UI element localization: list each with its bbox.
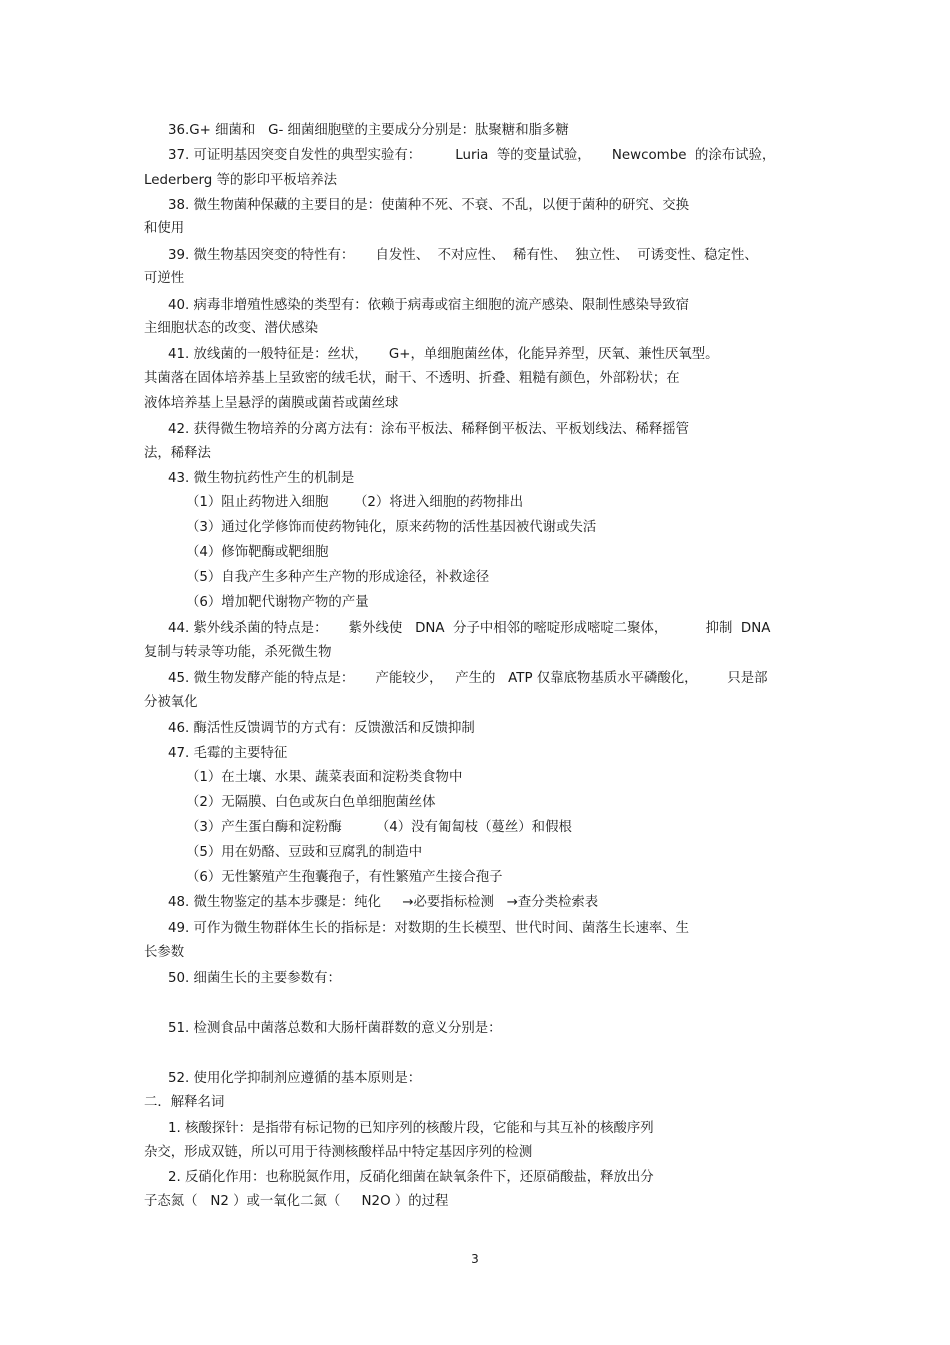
item-47-sub-6: （6）无性繁殖产生孢囊孢子，有性繁殖产生接合孢子 [186, 870, 503, 885]
item-41: 41. 放线菌的一般特征是：丝状， G+，单细胞菌丝体，化能异养型，厌氧、兼性厌氧型。 [168, 347, 719, 362]
item-41-cont-2: 液体培养基上呈悬浮的菌膜或菌苔或菌丝球 [144, 396, 399, 411]
item-43-sub-4: （4）修饰靶酶或靶细胞 [186, 545, 329, 560]
item-47-sub-2: （2）无隔膜、白色或灰白色单细胞菌丝体 [186, 795, 436, 810]
term-1: 1. 核酸探针：是指带有标记物的已知序列的核酸片段，它能和与其互补的核酸序列 [168, 1121, 654, 1136]
item-41-cont-1: 其菌落在固体培养基上呈致密的绒毛状，耐干、不透明、折叠、粗糙有颜色，外部粉状；在 [144, 371, 680, 386]
term-2-cont: 子态氮（ N2 ）或一氧化二氮（ N2O ）的过程 [144, 1194, 449, 1209]
item-37: 37. 可证明基因突变自发性的典型实验有： Luria 等的变量试验， Newcombe 的涂布试验， [168, 148, 776, 163]
item-47: 47. 毛霉的主要特征 [168, 746, 288, 761]
item-49: 49. 可作为微生物群体生长的指标是：对数期的生长模型、世代时间、菌落生长速率、生 [168, 921, 690, 936]
item-39-cont: 可逆性 [144, 271, 185, 286]
item-39: 39. 微生物基因突变的特性有： 自发性、 不对应性、 稀有性、 独立性、 可诱变性、稳定性、 [168, 248, 758, 263]
item-47-sub-5: （5）用在奶酪、豆豉和豆腐乳的制造中 [186, 845, 423, 860]
item-40-cont: 主细胞状态的改变、潜伏感染 [144, 321, 319, 336]
item-40: 40. 病毒非增殖性感染的类型有：依赖于病毒或宿主细胞的流产感染、限制性感染导致宿 [168, 298, 690, 313]
term-2: 2. 反硝化作用：也称脱氮作用，反硝化细菌在缺氧条件下，还原硝酸盐，释放出分 [168, 1170, 654, 1185]
item-43-sub-1-2: （1）阻止药物进入细胞 （2）将进入细胞的药物排出 [186, 495, 524, 510]
item-44-cont: 复制与转录等功能，杀死微生物 [144, 645, 332, 660]
item-43-sub-5: （5）自我产生多种产生产物的形成途径，补救途径 [186, 570, 490, 585]
item-51: 51. 检测食品中菌落总数和大肠杆菌群数的意义分别是： [168, 1021, 502, 1036]
item-49-cont: 长参数 [144, 945, 185, 960]
section-heading: 二．解释名词 [144, 1095, 225, 1110]
item-43: 43. 微生物抗药性产生的机制是 [168, 471, 355, 486]
item-45: 45. 微生物发酵产能的特点是： 产能较少， 产生的 ATP 仅靠底物基质水平磷酸化， 只是部 [168, 671, 768, 686]
item-52: 52. 使用化学抑制剂应遵循的基本原则是： [168, 1071, 422, 1086]
item-36: 36.G+ 细菌和 G- 细菌细胞壁的主要成分分别是：肽聚糖和脂多糖 [168, 123, 569, 138]
item-46: 46. 酶活性反馈调节的方式有：反馈激活和反馈抑制 [168, 721, 475, 736]
item-43-sub-3: （3）通过化学修饰而使药物钝化，原来药物的活性基因被代谢或失活 [186, 520, 597, 535]
item-38: 38. 微生物菌种保藏的主要目的是：使菌种不死、不衰、不乱，以便于菌种的研究、交换 [168, 198, 690, 213]
item-48: 48. 微生物鉴定的基本步骤是：纯化 →必要指标检测 →查分类检索表 [168, 895, 599, 910]
item-42-cont: 法，稀释法 [144, 446, 211, 461]
item-45-cont: 分被氧化 [144, 695, 198, 710]
page-number: 3 [471, 1252, 479, 1266]
item-47-sub-3-4: （3）产生蛋白酶和淀粉酶 （4）没有匍匐枝（蔓丝）和假根 [186, 820, 572, 835]
item-37-cont: Lederberg 等的影印平板培养法 [144, 173, 337, 188]
item-43-sub-6: （6）增加靶代谢物产物的产量 [186, 595, 369, 610]
item-42: 42. 获得微生物培养的分离方法有：涂布平板法、稀释倒平板法、平板划线法、稀释摇管 [168, 422, 690, 437]
item-38-cont: 和使用 [144, 221, 185, 236]
item-44: 44. 紫外线杀菌的特点是： 紫外线使 DNA 分子中相邻的嘧啶形成嘧啶二聚体， 抑制 DNA [168, 621, 771, 636]
item-50: 50. 细菌生长的主要参数有： [168, 971, 341, 986]
item-47-sub-1: （1）在土壤、水果、蔬菜表面和淀粉类食物中 [186, 770, 463, 785]
term-1-cont: 杂交，形成双链，所以可用于待测核酸样品中特定基因序列的检测 [144, 1145, 533, 1160]
